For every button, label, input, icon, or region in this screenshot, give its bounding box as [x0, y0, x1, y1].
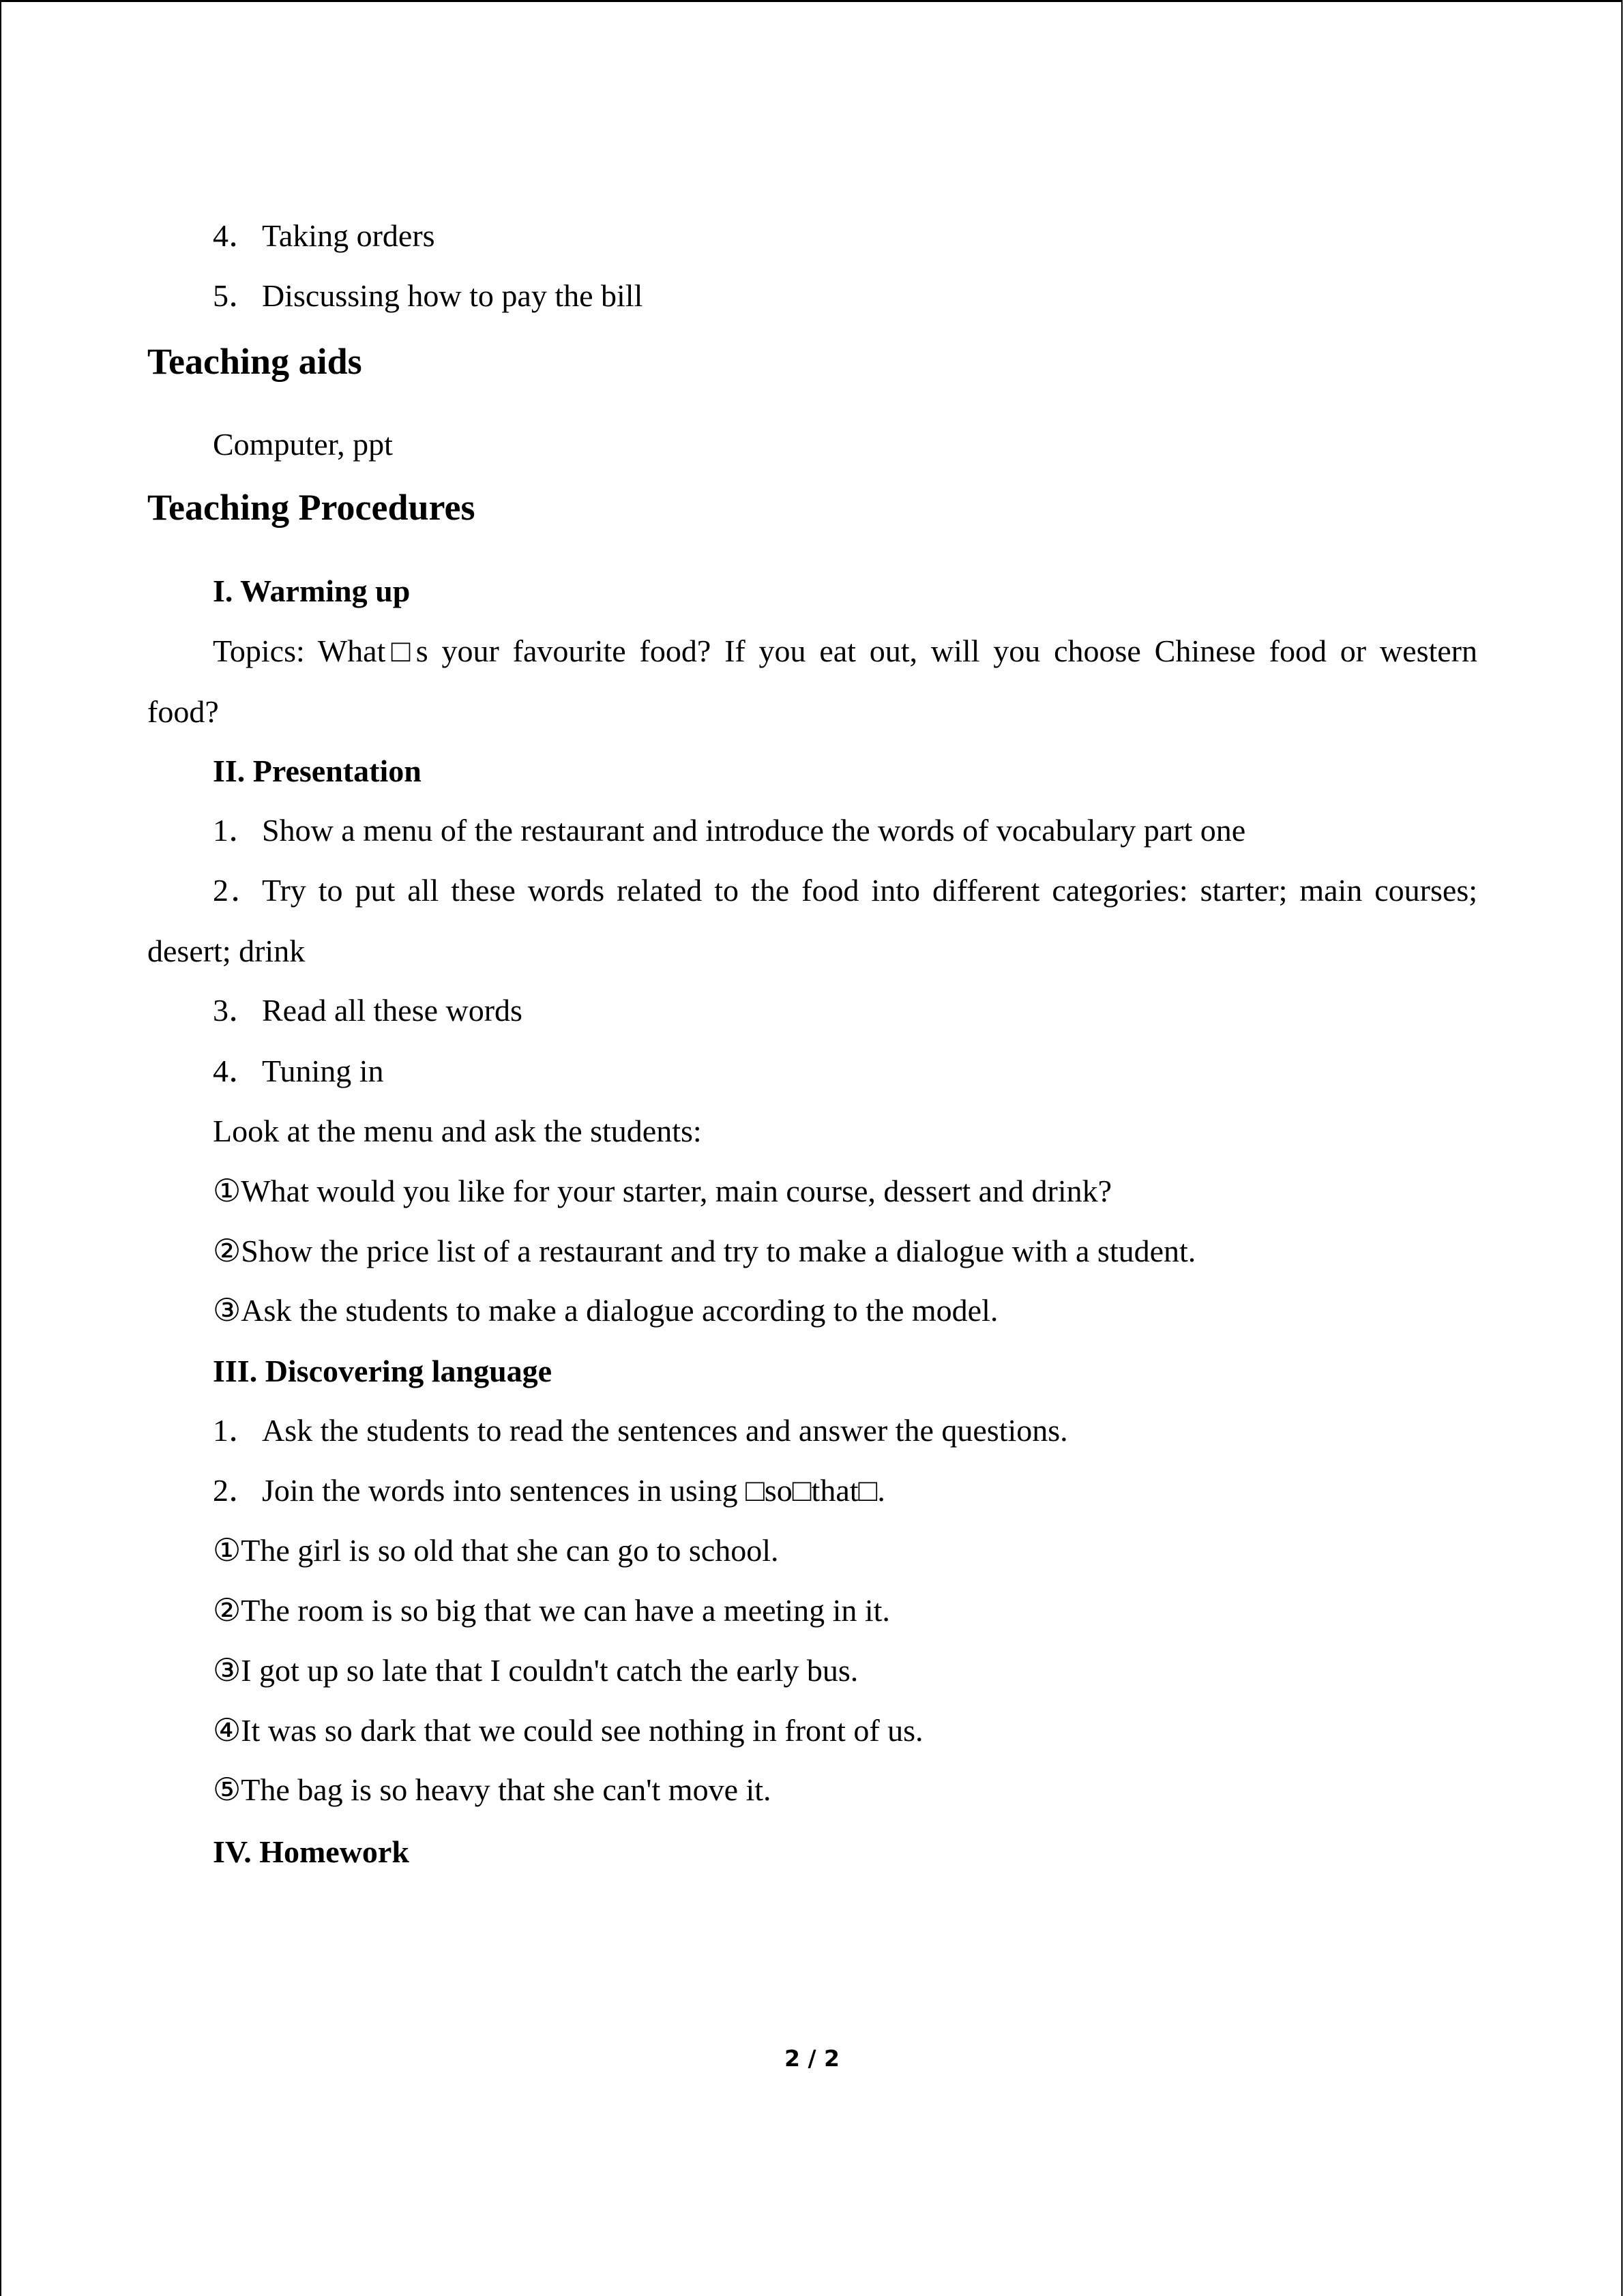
sentence-item: ⑤The bag is so heavy that she can't move it.	[213, 1772, 771, 1807]
sentence-item: ③I got up so late that I couldn't catch the early bus.	[213, 1653, 859, 1688]
instruction-text: Look at the menu and ask the students:	[213, 1114, 702, 1148]
list-number: 2．	[213, 873, 262, 908]
list-text: Taking orders	[262, 218, 435, 253]
list-item	[213, 871, 1477, 910]
list-item	[213, 1052, 384, 1090]
list-text: Try to put all these words related to the food into different categories: starter; main courses;	[262, 873, 1477, 908]
section-heading-teaching-procedures: Teaching Procedures	[147, 487, 475, 528]
subheading-presentation: II. Presentation	[213, 754, 422, 788]
subheading-discovering-language: III. Discovering language	[213, 1354, 552, 1388]
list-item	[213, 992, 522, 1030]
question-item: ①What would you like for your starter, main course, dessert and drink?	[213, 1174, 1112, 1208]
list-item	[213, 217, 435, 255]
sentence-item: ①The girl is so old that she can go to school.	[213, 1533, 779, 1568]
list-item	[213, 1472, 885, 1510]
section-heading-teaching-aids: Teaching aids	[147, 341, 362, 382]
list-text: Discussing how to pay the bill	[262, 278, 643, 313]
warming-up-topics-line1	[213, 632, 1477, 670]
list-item	[213, 811, 1245, 850]
subheading-homework: IV. Homework	[213, 1834, 409, 1869]
list-number: 5．	[213, 278, 260, 313]
list-text: Tuning in	[262, 1054, 384, 1088]
teaching-aids-text: Computer, ppt	[213, 427, 393, 462]
list-number: 1．	[213, 813, 260, 848]
list-item	[213, 1412, 1068, 1450]
list-text: Show a menu of the restaurant and introduce the words of vocabulary part one	[262, 813, 1246, 848]
sentence-item: ④It was so dark that we could see nothing in front of us.	[213, 1713, 924, 1748]
list-item-line	[213, 871, 1477, 910]
list-number: 4．	[213, 1054, 260, 1088]
list-text: Read all these words	[262, 993, 522, 1028]
list-number: 2．	[213, 1473, 260, 1508]
list-text: Ask the students to read the sentences and answer the questions.	[262, 1413, 1068, 1448]
list-number: 1．	[213, 1413, 260, 1448]
list-text-continuation: desert; drink	[147, 934, 306, 968]
list-item	[213, 277, 643, 315]
warming-up-topics-line2: food?	[147, 694, 219, 729]
topics-text: Topics: What□s your favourite food? If you eat out, will you choose Chinese food or western	[213, 633, 1477, 668]
list-number: 3．	[213, 993, 260, 1028]
list-number: 4．	[213, 218, 260, 253]
subheading-warming-up: I. Warming up	[213, 573, 411, 608]
page-number: 2 / 2	[784, 2045, 840, 2072]
question-item: ②Show the price list of a restaurant and try to make a dialogue with a student.	[213, 1234, 1196, 1268]
sentence-item: ②The room is so big that we can have a meeting in it.	[213, 1593, 890, 1628]
question-item: ③Ask the students to make a dialogue according to the model.	[213, 1293, 999, 1328]
list-text: Join the words into sentences in using □so□that□.	[262, 1473, 885, 1508]
